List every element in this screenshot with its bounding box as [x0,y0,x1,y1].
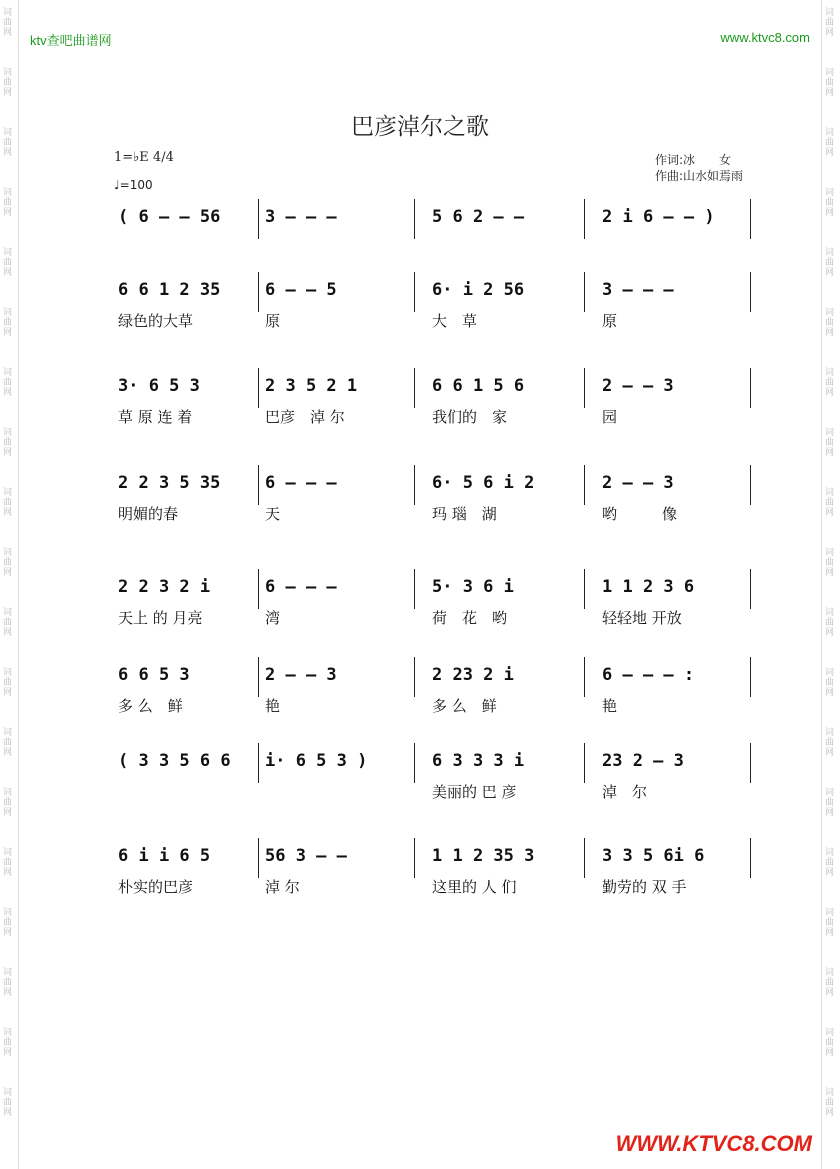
barline [750,743,751,783]
right-watermark-strip [821,0,840,1169]
barline [258,272,259,312]
lyric-line [112,876,752,898]
lyric-text: 我们的 家 [432,408,508,426]
barline [584,657,585,697]
measure: 1 1 2 35 3 [432,846,535,866]
measure: 2 2 3 5 35 [118,473,221,493]
left-watermark-strip [0,0,19,1169]
watermark-glyph: 词曲网 [825,908,835,938]
barline [750,368,751,408]
watermark-glyph: 词曲网 [3,788,13,818]
barline [414,743,415,783]
watermark-glyph: 词曲网 [3,1028,13,1058]
watermark-glyph: 词曲网 [825,1028,835,1058]
barline [258,657,259,697]
notation-line [112,207,752,237]
lyric-text: 荷 花 哟 [432,609,508,627]
lyric-text: 绿色的大草 [118,312,194,330]
measure: 6 6 1 5 6 [432,376,525,396]
notation-line [112,376,752,406]
watermark-glyph: 词曲网 [3,668,13,698]
barline [750,838,751,878]
barline [258,199,259,239]
measure: 2 23 2 i [432,665,514,685]
lyric-line [112,607,752,629]
watermark-glyph: 词曲网 [825,968,835,998]
watermark-glyph: 词曲网 [3,368,13,398]
measure: 2 – – 3 [602,376,674,396]
measure: 1 1 2 3 6 [602,577,695,597]
watermark-glyph: 词曲网 [825,1088,835,1118]
measure: 2 – – 3 [602,473,674,493]
measure: 2 3 5 2 1 [265,376,358,396]
watermark-glyph: 词曲网 [825,728,835,758]
barline [414,465,415,505]
site-url-right[interactable]: www.ktvc8.com [720,30,810,45]
notation-line [112,846,752,876]
notation-line [112,751,752,781]
lyric-line [112,695,752,717]
lyric-text: 天上 的 月亮 [118,609,203,627]
measure: 6 6 5 3 [118,665,190,685]
barline [258,743,259,783]
lyric-line [112,406,752,428]
lyric-line [112,503,752,525]
measure: 6 3 3 3 i [432,751,525,771]
watermark-glyph: 词曲网 [3,188,13,218]
measure: 56 3 – – [265,846,347,866]
barline [258,368,259,408]
lyric-text: 草 原 连 着 [118,408,193,426]
measure: 5 6 2 – – [432,207,525,227]
lyric-line [112,310,752,332]
barline [258,838,259,878]
measure: 6 6 1 2 35 [118,280,221,300]
watermark-glyph: 词曲网 [3,848,13,878]
barline [750,569,751,609]
lyric-text: 原 [265,312,281,330]
notation-line [112,280,752,310]
barline [414,838,415,878]
composer-credit: 作曲:山水如焉雨 [655,169,744,183]
barline [414,199,415,239]
barline [584,838,585,878]
barline [414,569,415,609]
watermark-glyph: 词曲网 [3,1088,13,1118]
watermark-glyph: 词曲网 [3,548,13,578]
watermark-glyph: 词曲网 [825,308,835,338]
watermark-glyph: 词曲网 [3,308,13,338]
watermark-glyph: 词曲网 [3,968,13,998]
measure: 6· i 2 56 [432,280,525,300]
watermark-glyph: 词曲网 [3,248,13,278]
measure: 5· 3 6 i [432,577,514,597]
watermark-glyph: 词曲网 [825,668,835,698]
notation-line [112,577,752,607]
barline [258,569,259,609]
barline [750,657,751,697]
lyric-text: 多 么 鲜 [118,697,183,715]
measure: 3 3 5 6i 6 [602,846,705,866]
barline [750,272,751,312]
barline [584,743,585,783]
notation-line [112,473,752,503]
measure: 6 i i 6 5 [118,846,211,866]
barline [750,199,751,239]
barline [414,657,415,697]
barline [584,465,585,505]
watermark-glyph: 词曲网 [3,128,13,158]
notation-line [112,665,752,695]
measure: 6 – – – [265,577,337,597]
lyric-text: 巴彦 淖 尔 [265,408,345,426]
barline [258,465,259,505]
credits [655,152,743,184]
lyric-text: 美丽的 巴 彦 [432,783,517,801]
lyric-text: 淖 尔 [265,878,300,896]
lyric-line [112,237,752,259]
lyric-text: 多 么 鲜 [432,697,497,715]
watermark-glyph: 词曲网 [825,8,835,38]
watermark-glyph: 词曲网 [825,188,835,218]
measure: i· 6 5 3 ) [265,751,368,771]
lyric-text: 大 草 [432,312,478,330]
measure: 6 – – 5 [265,280,337,300]
lyric-text: 天 [265,505,281,523]
measure: ( 3 3 5 6 6 [118,751,231,771]
lyric-line [112,781,752,803]
watermark-glyph: 词曲网 [825,488,835,518]
lyric-text: 朴实的巴彦 [118,878,194,896]
watermark-glyph: 词曲网 [825,608,835,638]
barline [584,569,585,609]
watermark-glyph: 词曲网 [3,68,13,98]
barline [584,368,585,408]
measure: ( 6 – – 56 [118,207,221,227]
watermark-glyph: 词曲网 [3,908,13,938]
lyric-text: 艳 [265,697,281,715]
watermark-glyph: 词曲网 [825,128,835,158]
watermark-glyph: 词曲网 [3,728,13,758]
lyric-text: 淖 尔 [602,783,648,801]
measure: 2 i 6 – – ) [602,207,715,227]
lyric-text: 轻轻地 开放 [602,609,682,627]
lyric-text: 艳 [602,697,618,715]
lyric-text: 原 [602,312,618,330]
lyric-text: 勤劳的 双 手 [602,878,687,896]
measure: 23 2 – 3 [602,751,684,771]
measure: 3· 6 5 3 [118,376,200,396]
watermark-glyph: 词曲网 [3,608,13,638]
key-signature: 1=♭E 4/4 [114,150,174,165]
footer-logo: WWW.KTVC8.COM [615,1131,812,1156]
lyric-text: 玛 瑙 湖 [432,505,497,523]
measure: 2 2 3 2 i [118,577,211,597]
measure: 3 – – – [602,280,674,300]
measure: 6 – – – [265,473,337,493]
measure: 3 – – – [265,207,337,227]
watermark-glyph: 词曲网 [825,428,835,458]
lyricist-credit: 作词:冰 女 [655,153,732,167]
watermark-glyph: 词曲网 [825,68,835,98]
song-title: 巴彦淖尔之歌 [351,114,489,140]
site-name-left[interactable]: ktv查吧曲谱网 [30,33,112,48]
lyric-text: 湾 [265,609,281,627]
lyric-text: 这里的 人 们 [432,878,517,896]
barline [584,199,585,239]
watermark-glyph: 词曲网 [3,8,13,38]
watermark-glyph: 词曲网 [3,428,13,458]
watermark-glyph: 词曲网 [825,248,835,278]
watermark-glyph: 词曲网 [825,368,835,398]
measure: 2 – – 3 [265,665,337,685]
barline [414,368,415,408]
measure: 6 – – – : [602,665,695,685]
barline [584,272,585,312]
barline [750,465,751,505]
barline [414,272,415,312]
tempo-marking: ♩=100 [114,178,153,192]
watermark-glyph: 词曲网 [3,488,13,518]
watermark-glyph: 词曲网 [825,848,835,878]
lyric-text: 明媚的春 [118,505,179,523]
watermark-glyph: 词曲网 [825,788,835,818]
lyric-text: 哟 像 [602,505,678,523]
watermark-glyph: 词曲网 [825,548,835,578]
lyric-text: 园 [602,408,618,426]
measure: 6· 5 6 i 2 [432,473,535,493]
